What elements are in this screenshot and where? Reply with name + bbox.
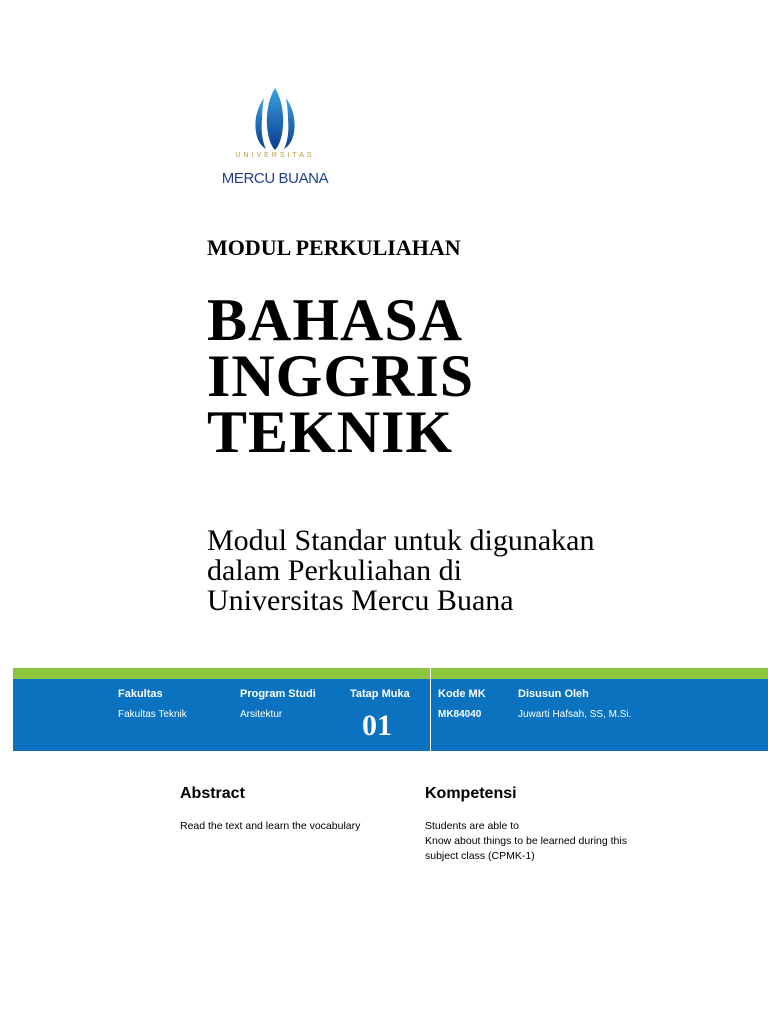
subtitle-line: Universitas Mercu Buana [207, 584, 514, 617]
subtitle [207, 526, 594, 616]
green-band [13, 668, 768, 679]
university-logo [206, 86, 344, 194]
fakultas-label: Fakultas [118, 688, 163, 700]
subtitle-line: Modul Standar untuk digunakan [207, 524, 595, 557]
course-title-line: TEKNIK [207, 399, 454, 465]
module-label: MODUL PERKULIAHAN [207, 235, 461, 260]
logo-subtext: UNIVERSITAS [235, 152, 315, 159]
course-title-line: BAHASA [207, 287, 464, 353]
band-divider [430, 668, 431, 751]
course-title-line: INGGRIS [207, 343, 475, 409]
abstract-heading: Abstract [180, 785, 245, 802]
fakultas-value: Fakultas Teknik [118, 709, 187, 720]
flame-logo-icon [206, 86, 344, 152]
logo-name: MERCU BUANA [221, 170, 329, 187]
kompetensi-line: Know about things to be learned during this [425, 835, 627, 847]
tatap-muka-value: 01 [362, 709, 392, 742]
subtitle-line: dalam Perkuliahan di [207, 554, 462, 587]
disusun-oleh-label: Disusun Oleh [518, 688, 589, 700]
kode-mk-value: MK84040 [438, 709, 482, 720]
disusun-oleh-value: Juwarti Hafsah, SS, M.Si. [518, 709, 632, 720]
program-studi-value: Arsitektur [240, 709, 283, 720]
kompetensi-text [425, 819, 627, 864]
abstract-text: Read the text and learn the vocabulary [180, 820, 361, 832]
program-studi-label: Program Studi [240, 688, 316, 700]
kompetensi-line: Students are able to [425, 820, 519, 832]
kode-mk-label: Kode MK [438, 688, 486, 700]
kompetensi-line: subject class (CPMK-1) [425, 850, 535, 862]
course-title [207, 287, 475, 465]
kompetensi-heading: Kompetensi [425, 785, 517, 802]
tatap-muka-label: Tatap Muka [350, 688, 410, 700]
